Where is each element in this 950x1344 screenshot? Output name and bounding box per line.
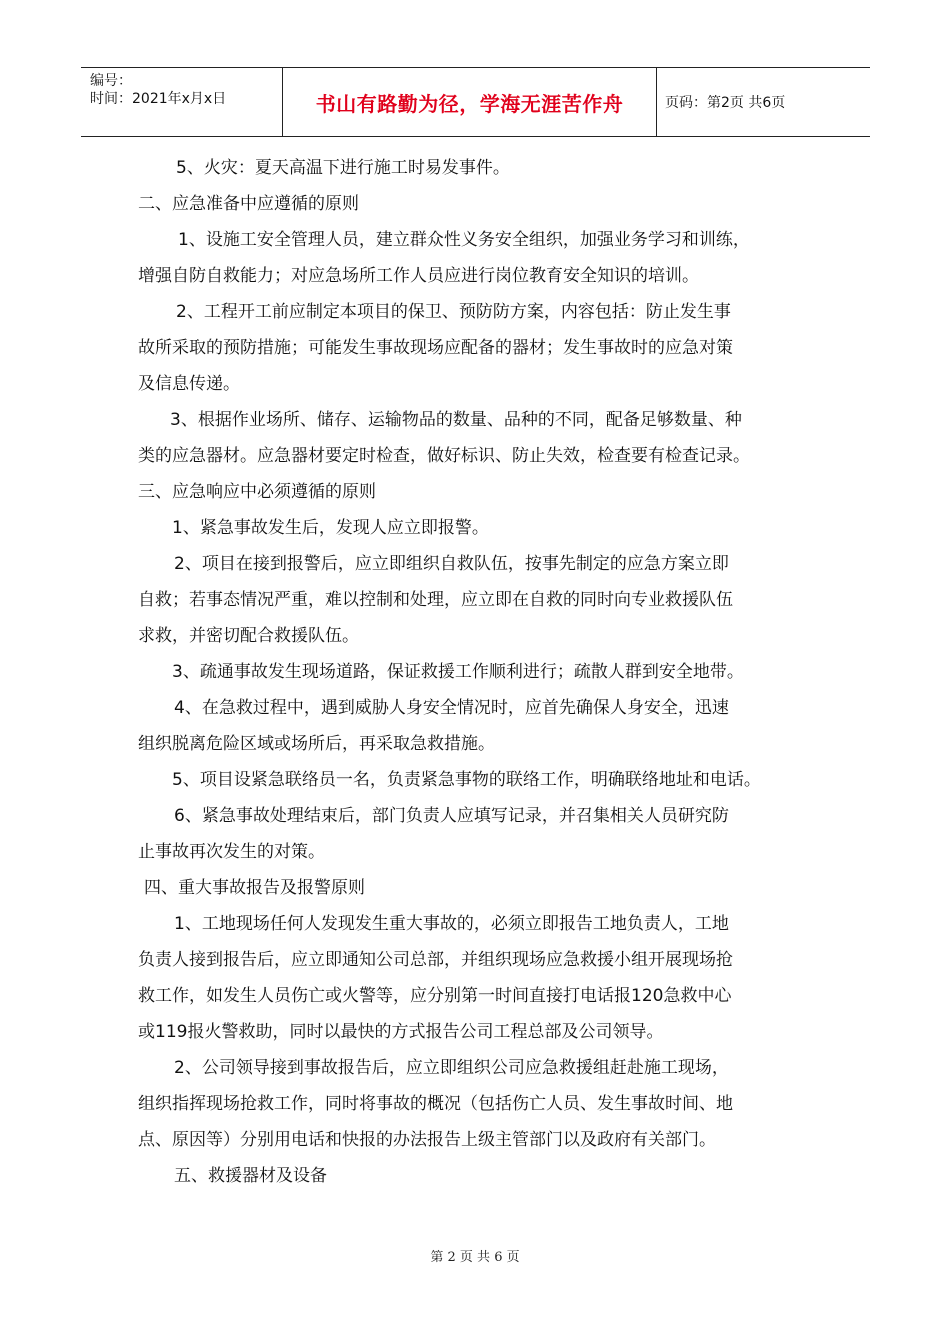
header-date: 时间：2021年x月x日 [90, 91, 227, 107]
body-line: 止事故再次发生的对策。 [138, 842, 325, 862]
body-line: 及信息传递。 [138, 374, 240, 394]
header-motto: 书山有路勤为径，学海无涯苦作舟 [315, 91, 624, 116]
body-line: 6、紧急事故处理结束后，部门负责人应填写记录，并召集相关人员研究防 [174, 806, 729, 826]
page-footer: 第 2 页 共 6 页 [430, 1250, 520, 1265]
header-meta [90, 72, 226, 108]
body-line: 故所采取的预防措施；可能发生事故现场应配备的器材；发生事故时的应急对策 [138, 338, 733, 358]
document-body [138, 150, 828, 1194]
body-line: 类的应急器材。应急器材要定时检查，做好标识、防止失效，检查要有检查记录。 [138, 446, 750, 466]
body-line: 1、设施工安全管理人员，建立群众性义务安全组织，加强业务学习和训练， [178, 230, 750, 250]
body-line: 组织脱离危险区域或场所后，再采取急救措施。 [138, 734, 495, 754]
body-line: 5、火灾：夏天高温下进行施工时易发事件。 [176, 158, 510, 178]
section-heading: 二、应急准备中应遵循的原则 [138, 194, 359, 214]
body-line: 2、项目在接到报警后，应立即组织自救队伍，按事先制定的应急方案立即 [174, 554, 729, 574]
header-page-info: 页码：第2页 共6页 [665, 95, 786, 111]
document-header [81, 67, 870, 137]
body-line: 4、在急救过程中，遇到威胁人身安全情况时，应首先确保人身安全，迅速 [174, 698, 729, 718]
body-line: 组织指挥现场抢救工作，同时将事故的概况（包括伤亡人员、发生事故时间、地 [138, 1094, 733, 1114]
body-line: 救工作，如发生人员伤亡或火警等，应分别第一时间直接打电话报120急救中心 [138, 986, 732, 1006]
body-line: 或119报火警救助，同时以最快的方式报告公司工程总部及公司领导。 [138, 1022, 664, 1042]
body-line: 自救；若事态情况严重，难以控制和处理，应立即在自救的同时向专业救援队伍 [138, 590, 733, 610]
body-line: 负责人接到报告后，应立即通知公司总部，并组织现场应急救援小组开展现场抢 [138, 950, 733, 970]
section-heading: 五、救援器材及设备 [174, 1166, 327, 1186]
body-line: 2、工程开工前应制定本项目的保卫、预防防方案，内容包括：防止发生事 [176, 302, 731, 322]
body-line: 3、根据作业场所、储存、运输物品的数量、品种的不同，配备足够数量、种 [170, 410, 742, 430]
body-line: 点、原因等）分别用电话和快报的办法报告上级主管部门以及政府有关部门。 [138, 1130, 716, 1150]
header-code-label: 编号： [90, 73, 132, 89]
header-divider [656, 68, 657, 136]
section-heading: 三、应急响应中必须遵循的原则 [138, 482, 376, 502]
body-line: 求救，并密切配合救援队伍。 [138, 626, 359, 646]
body-line: 2、公司领导接到事故报告后，应立即组织公司应急救援组赶赴施工现场， [174, 1058, 729, 1078]
body-line: 5、项目设紧急联络员一名，负责紧急事物的联络工作，明确联络地址和电话。 [172, 770, 761, 790]
body-line: 3、疏通事故发生现场道路，保证救援工作顺利进行；疏散人群到安全地带。 [172, 662, 744, 682]
body-line: 1、工地现场任何人发现发生重大事故的，必须立即报告工地负责人，工地 [174, 914, 729, 934]
section-heading: 四、重大事故报告及报警原则 [144, 878, 365, 898]
body-line: 增强自防自救能力；对应急场所工作人员应进行岗位教育安全知识的培训。 [138, 266, 699, 286]
body-line: 1、紧急事故发生后，发现人应立即报警。 [172, 518, 489, 538]
